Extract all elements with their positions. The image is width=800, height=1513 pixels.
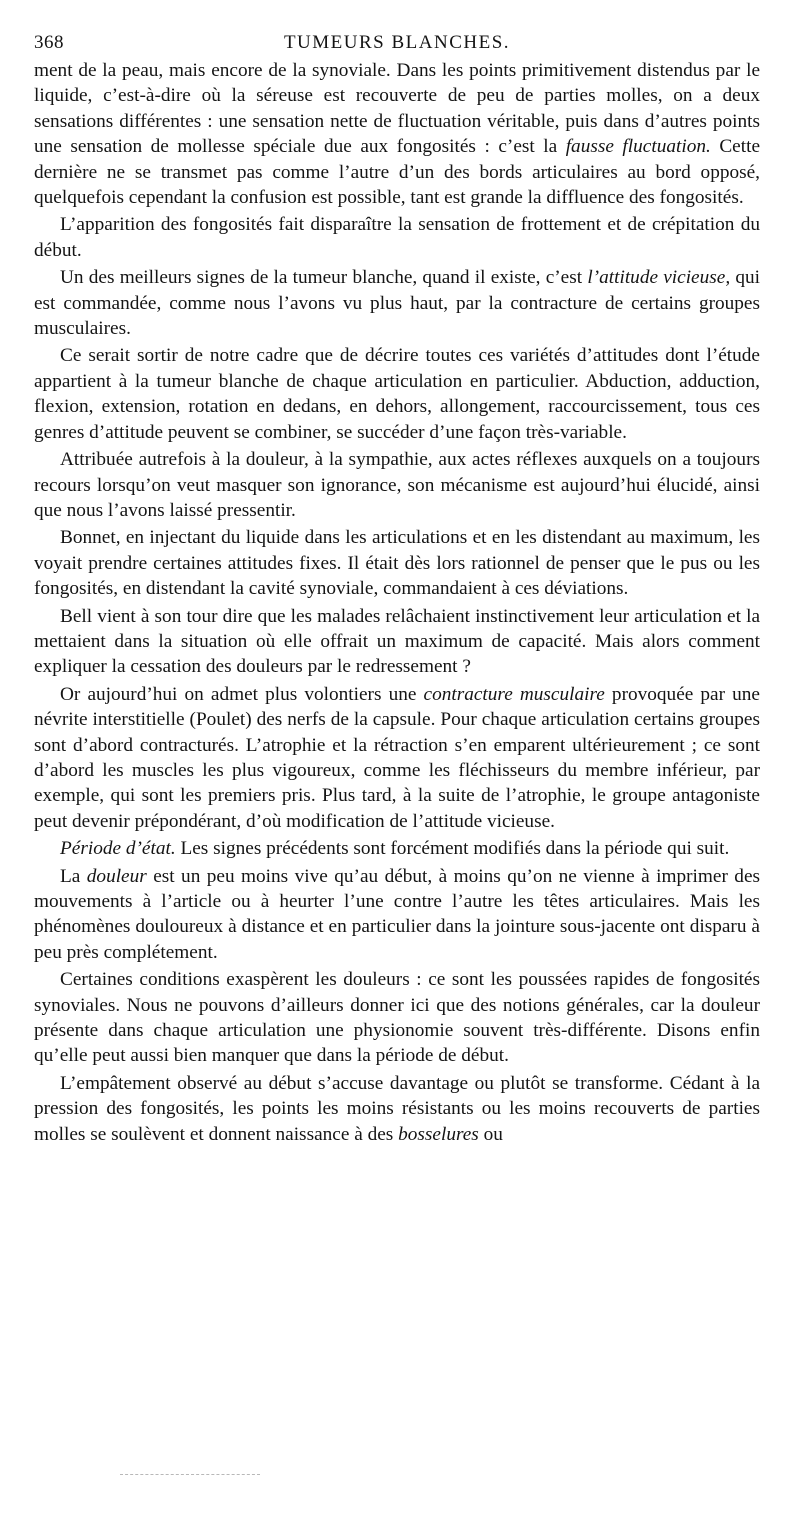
paragraph — [34, 525, 760, 601]
text-run: Un des meilleurs signes de la tumeur blanche, quand il existe, c’est — [60, 267, 588, 289]
text-run: qui est commandée, comme nous l’avons vu plus haut, par la contracture de certains groupes musculaires. — [34, 267, 760, 340]
page — [34, 28, 760, 1149]
text-run: Cette dernière ne se transmet pas comme l’autre d’un des bords articulaires au bord opposé, quelquefois cependant la confusion est possible, tant est grande la diffluence des fongosités. — [34, 136, 761, 209]
italic-text: l’attitude vicieuse, — [587, 267, 731, 289]
text-run: Bell vient à son tour dire que les malades relâchaient instinctivement leur articulation et la mettaient dans la situation où elle offrait un maximum de capacité. Mais alors comment expliquer la cessation des douleurs par le redressement ? — [34, 605, 760, 678]
running-head — [34, 28, 760, 58]
paragraph — [34, 967, 760, 1069]
italic-text: bosselures — [398, 1123, 479, 1145]
text-run: La — [60, 865, 87, 887]
paragraph — [34, 212, 760, 263]
paragraph — [34, 864, 760, 966]
italic-text: contracture musculaire — [423, 683, 605, 705]
text-run: ment de la peau, mais encore de la synoviale. Dans les points primitivement distendus par le liquide, c’est-à-dire où la séreuse est recouverte de peu de parties molles, on a deux sensations différentes : une sensation nette de fluctuation véritable, puis dans d’autres points une sensation de mollesse spéciale due aux fongosités : c’est la — [34, 60, 760, 158]
italic-text: Période d’état. — [60, 838, 176, 860]
page-number: 368 — [34, 32, 64, 53]
text-run: Certaines conditions exaspèrent les douleurs : ce sont les poussées rapides de fongosités synoviales. Nous ne pouvons d’ailleurs donner ici que des notions générales, car la douleur présente dans chaque articulation une physionomie souvent très-différente. Disons enfin qu’elle peut aussi bien manquer que dans la période de début. — [34, 969, 760, 1067]
text-run: L’empâtement observé au début s’accuse davantage ou plutôt se transforme. Cédant à la pression des fongosités, les points les moins résistants ou les moins recouverts de parties molles se soulèvent et donnent naissance à des — [34, 1072, 760, 1145]
paragraph — [34, 58, 760, 210]
italic-text: fausse fluctuation. — [565, 136, 711, 158]
paragraph — [34, 265, 760, 341]
paragraph — [34, 343, 760, 445]
text-run: ou — [478, 1123, 503, 1145]
text-run: Bonnet, en injectant du liquide dans les articulations et en les distendant au maximum, les voyait prendre certaines attitudes fixes. Il était dès lors rationnel de penser que le pus ou les fongosités, en distendant la cavité synoviale, commandaient à ces déviations. — [34, 527, 760, 600]
paragraph — [34, 836, 760, 861]
printer-marks — [120, 1474, 260, 1479]
paragraph — [34, 447, 760, 523]
text-run: L’apparition des fongosités fait disparaître la sensation de frottement et de crépitation du début. — [34, 214, 760, 261]
italic-text: douleur — [86, 865, 147, 887]
running-title: TUMEURS BLANCHES. — [283, 32, 511, 53]
text-run: Ce serait sortir de notre cadre que de décrire toutes ces variétés d’attitudes dont l’étude appartient à la tumeur blanche de chaque articulation en particulier. Abduction, adduction, flexion, extension, rotation en dedans, en dehors, allongement, raccourcissement, tous ces genres d’attitude peuvent se combiner, se succéder d’une façon très-variable. — [34, 345, 760, 443]
text-run: Attribuée autrefois à la douleur, à la sympathie, aux actes réflexes auxquels on a toujours recours lorsqu’on veut masquer son ignorance, son mécanisme est aujourd’hui élucidé, ainsi que nous l’avons laissé pressentir. — [34, 449, 760, 521]
text-run: est un peu moins vive qu’au début, à moins qu’on ne vienne à imprimer des mouvements à l’article ou à heurter l’une contre l’autre les têtes articulaires. Mais les phénomènes douloureux à distance et en particulier dans la jointure sous-jacente ont disparu à peu près complétement. — [34, 865, 760, 963]
text-run: provoquée par une névrite interstitielle (Poulet) des nerfs de la capsule. Pour chaque articulation certains groupes sont d’abord contracturés. L’atrophie et la rétraction s’en emparent ultérieurement ; ce sont d’abord les muscles les plus vigoureux, comme les fléchisseurs du membre inférieur, par exemple, qui sont les premiers pris. Plus tard, à la suite de l’atrophie, le groupe antagoniste peut devenir prépondérant, d’où modification de l’attitude vicieuse. — [34, 683, 760, 832]
paragraph — [34, 604, 760, 680]
paragraph — [34, 1071, 760, 1147]
body-text — [34, 58, 760, 1147]
paragraph — [34, 682, 760, 834]
text-run: Les signes précédents sont forcément modifiés dans la période qui suit. — [175, 838, 730, 860]
text-run: Or aujourd’hui on admet plus volontiers une — [60, 683, 424, 705]
